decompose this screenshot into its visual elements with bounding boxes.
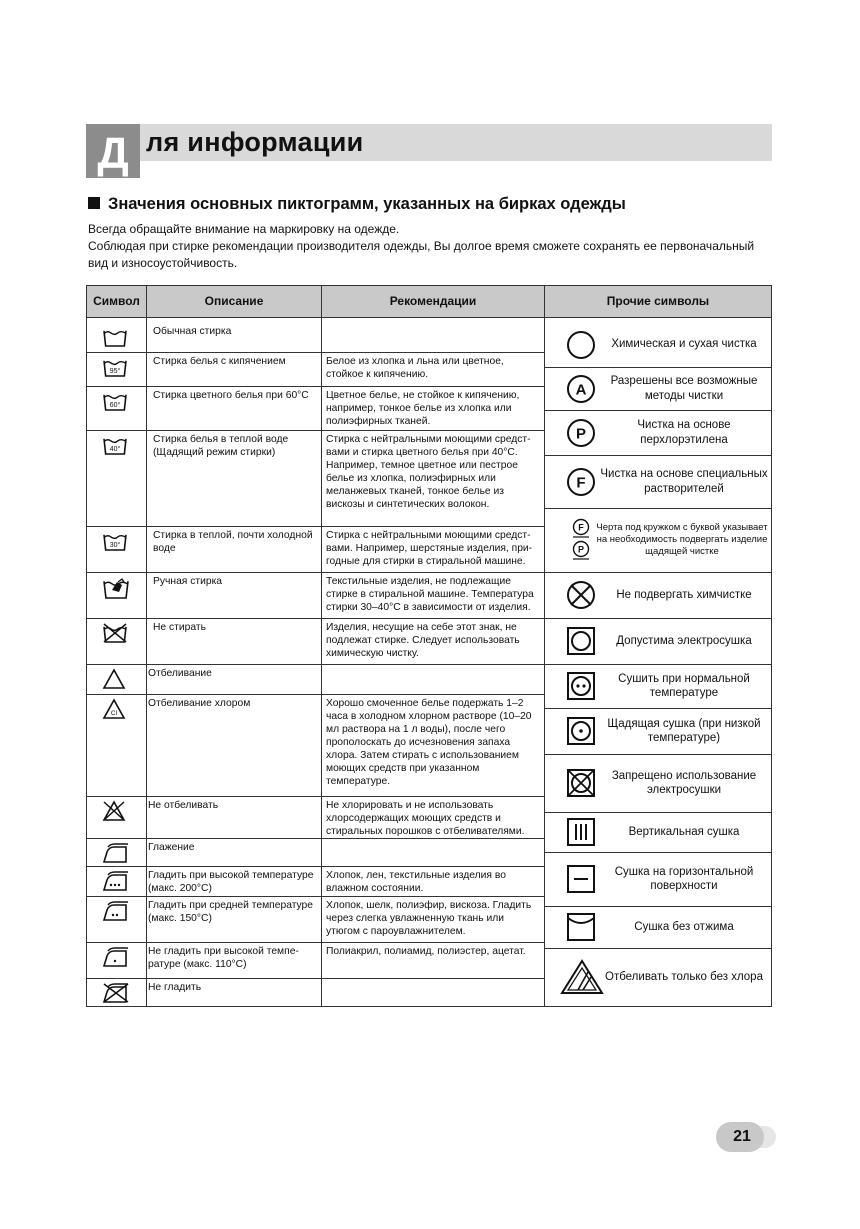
grid-line bbox=[545, 708, 771, 709]
other-symbol-icon bbox=[571, 518, 591, 567]
grid-line bbox=[87, 838, 544, 839]
row-description: Гладить при высокой температуре (макс. 200°С) bbox=[148, 870, 314, 894]
grid-line bbox=[146, 286, 147, 1007]
wash-30-icon bbox=[102, 530, 128, 552]
svg-text:95°: 95° bbox=[109, 368, 121, 375]
square-bullet-icon bbox=[88, 197, 100, 209]
dry-clean-f-icon bbox=[566, 467, 596, 497]
grid-line bbox=[87, 942, 544, 943]
other-symbol-text: Химическая и сухая чистка bbox=[611, 338, 757, 350]
grid-line bbox=[545, 367, 771, 368]
row-description: Стирка белья с кипячением bbox=[153, 356, 286, 367]
wash-40-icon bbox=[102, 434, 128, 456]
grid-line bbox=[87, 618, 544, 619]
do-not-tumble-dry-icon bbox=[566, 768, 596, 798]
grid-line bbox=[545, 812, 771, 813]
other-symbol-icon bbox=[566, 330, 596, 365]
grid-line bbox=[87, 386, 544, 387]
other-symbol-icon bbox=[566, 817, 596, 852]
row-recommendation bbox=[326, 325, 540, 352]
row-description: Обычная стирка bbox=[153, 326, 232, 337]
tumble-dry-low-icon bbox=[566, 716, 596, 746]
row-recommendation: Цветное белье, не стойкое к кипячению, например, тонкое белье из хлопка или полиэфирных тканей. bbox=[326, 390, 520, 427]
other-symbol-icon bbox=[566, 626, 596, 661]
row-description: Отбеливание bbox=[148, 668, 212, 679]
row-symbol bbox=[102, 668, 126, 695]
bleach-icon bbox=[102, 668, 126, 690]
row-symbol bbox=[102, 530, 128, 557]
iron-high-icon bbox=[102, 870, 130, 892]
row-recommendation: Не хлорировать и не использовать хлорсодержащих моющих средств и стиральных порошков с отбеливателями. bbox=[326, 800, 525, 837]
row-symbol bbox=[102, 434, 128, 461]
other-symbol-icon bbox=[566, 467, 596, 502]
other-symbol-icon bbox=[560, 959, 604, 1000]
grid-line bbox=[545, 906, 771, 907]
other-symbol-text: Отбеливать только без хлора bbox=[605, 970, 763, 983]
row-symbol bbox=[102, 946, 130, 973]
other-symbol-icon bbox=[566, 768, 596, 803]
other-symbol-text: Черта под кружком с буквой указывает на необходимость подвергать изделие щадящей чистке bbox=[596, 522, 768, 557]
header-initial-letter: Д bbox=[86, 124, 140, 178]
row-symbol bbox=[102, 326, 128, 353]
row-recommendation: Хорошо смоченное белье подержать 1–2 часа в холодном хлорном растворе (10–20 мл раствора на 1 л воды), после чего прополоскать до исчезновения запаха хлора. Затем стирать с использованием моющих средств при указанном температуре. bbox=[326, 698, 532, 787]
row-description: Ручная стирка bbox=[153, 576, 223, 587]
grid-line bbox=[87, 526, 544, 527]
dry-clean-any-icon bbox=[566, 374, 596, 404]
page-number: 21 bbox=[733, 1128, 751, 1145]
row-recommendation: Хлопок, шелк, полиэфир, вискоза. Гладить через слегка увлажненную ткань или утюгом с пароувлажнителем. bbox=[326, 900, 532, 937]
wash-60-icon bbox=[102, 390, 128, 412]
row-symbol bbox=[102, 870, 130, 897]
row-recommendation: Текстильные изделия, не подлежащие стирке в стиральной машине. Температура стирки 30–40°С в зависимости от изделия. bbox=[326, 576, 534, 613]
col-header-symbol: Символ bbox=[87, 286, 146, 317]
other-symbol-icon bbox=[566, 912, 596, 947]
row-description: Не стирать bbox=[153, 622, 206, 633]
grid-line bbox=[545, 455, 771, 456]
tumble-dry-normal-icon bbox=[566, 671, 596, 701]
dry-clean-p-icon bbox=[566, 418, 596, 448]
grid-line bbox=[87, 694, 544, 695]
row-recommendation: Изделия, несущие на себе этот знак, не подлежат стирке. Следует использовать химическую чистку. bbox=[326, 622, 520, 659]
other-symbol-text: Разрешены все возможные методы чистки bbox=[610, 375, 758, 402]
row-symbol bbox=[102, 842, 130, 869]
other-symbol-text: Не подвергать химчистке bbox=[616, 588, 752, 601]
row-symbol bbox=[102, 698, 126, 725]
dry-flat-icon bbox=[566, 864, 596, 894]
row-recommendation bbox=[326, 667, 540, 694]
svg-text:F: F bbox=[576, 474, 586, 491]
svg-text:40°: 40° bbox=[109, 446, 121, 453]
intro-text: Всегда обращайте внимание на маркировку на одежде. Соблюдая при стирке рекомендации производителя одежды, Вы долгое время сможете сохранять ее первоначальный вид и износоустойчивость. bbox=[88, 222, 755, 270]
grid-line bbox=[321, 286, 322, 1007]
other-symbol-text: Сушка на горизонтальной поверхности bbox=[614, 865, 754, 892]
grid-line bbox=[545, 410, 771, 411]
row-symbol bbox=[102, 576, 130, 605]
row-recommendation: Стирка с нейтральными моющими средст-вами и стирка цветного белья при 40°С. Например, темное цветное или пестрое белье из хлопка, полиэфирных или меланжевых тканей, тонкое белье из вискозы и синтетических волокон. bbox=[326, 434, 531, 510]
gentle-dry-clean-icon bbox=[571, 518, 591, 562]
svg-text:A: A bbox=[575, 381, 587, 398]
row-description: Гладить при средней температуре (макс. 150°С) bbox=[148, 900, 314, 924]
iron-low-icon bbox=[102, 946, 130, 968]
svg-text:60°: 60° bbox=[109, 402, 121, 409]
row-description: Отбеливание хлором bbox=[148, 698, 251, 709]
grid-line bbox=[87, 896, 544, 897]
grid-line bbox=[545, 618, 771, 619]
non-chlorine-bleach-icon bbox=[560, 959, 604, 995]
grid-line bbox=[87, 664, 544, 665]
other-symbol-text: Чистка на основе специальных растворителей bbox=[600, 468, 768, 495]
other-symbol-icon bbox=[566, 864, 596, 899]
other-symbol-text: Сушка без отжима bbox=[634, 920, 734, 933]
tumble-dry-icon bbox=[566, 626, 596, 656]
row-recommendation: Хлопок, лен, текстильные изделия во влажном состоянии. bbox=[326, 870, 506, 894]
grid-line bbox=[545, 754, 771, 755]
other-symbol-text: Допустима электросушка bbox=[616, 634, 752, 647]
wash-95-icon bbox=[102, 356, 128, 378]
col-header-description: Описание bbox=[147, 286, 321, 317]
iron-icon bbox=[102, 842, 130, 864]
grid-line bbox=[545, 508, 771, 509]
svg-text:F: F bbox=[578, 522, 584, 533]
row-description: Не гладить при высокой темпе-ратуре (макс. 110°С) bbox=[148, 946, 299, 970]
grid-line bbox=[87, 352, 544, 353]
do-not-iron-icon bbox=[102, 982, 130, 1004]
row-symbol bbox=[102, 900, 130, 927]
row-description: Стирка в теплой, почти холодной воде bbox=[153, 530, 313, 554]
svg-text:30°: 30° bbox=[109, 542, 121, 549]
do-not-dry-clean-icon bbox=[566, 580, 596, 610]
other-symbol-icon bbox=[566, 374, 596, 409]
grid-line bbox=[87, 317, 771, 318]
other-symbol-text: Вертикальная сушка bbox=[628, 825, 740, 838]
do-not-wash-icon bbox=[102, 622, 128, 644]
row-description: Не отбеливать bbox=[148, 800, 219, 811]
col-header-other: Прочие символы bbox=[545, 286, 771, 317]
chlorine-bleach-icon bbox=[102, 698, 126, 720]
grid-line bbox=[87, 978, 544, 979]
grid-line bbox=[87, 572, 544, 573]
other-symbol-icon bbox=[566, 580, 596, 615]
row-recommendation: Стирка с нейтральными моющими средст-вами. Например, шерстяные изделия, при-годные для стирки в стиральной машине. bbox=[326, 530, 533, 567]
row-recommendation: Белое из хлопка и льна или цветное, стойкое к кипячению. bbox=[326, 356, 504, 380]
page-number-badge bbox=[716, 1122, 772, 1152]
row-recommendation: Полиакрил, полиамид, полиэстер, ацетат. bbox=[326, 946, 526, 957]
other-symbol-text: Щадящая сушка (при низкой температуре) bbox=[607, 717, 761, 744]
row-description: Стирка цветного белья при 60°С bbox=[153, 390, 309, 401]
svg-text:P: P bbox=[577, 544, 585, 555]
row-symbol bbox=[102, 356, 128, 383]
page-title: ля информации bbox=[146, 127, 364, 157]
svg-text:P: P bbox=[575, 425, 587, 442]
col-header-recommendation: Рекомендации bbox=[322, 286, 544, 317]
line-dry-no-wring-icon bbox=[566, 912, 596, 942]
grid-line bbox=[87, 796, 544, 797]
row-symbol bbox=[102, 622, 128, 649]
row-recommendation bbox=[326, 841, 540, 866]
do-not-bleach-icon bbox=[102, 800, 126, 822]
wash-basin-icon bbox=[102, 326, 128, 348]
other-symbol-icon bbox=[566, 671, 596, 706]
other-symbol-text: Чистка на основе перхлорэтилена bbox=[637, 419, 731, 446]
other-symbol-icon bbox=[566, 418, 596, 453]
row-symbol bbox=[102, 800, 126, 827]
iron-medium-icon bbox=[102, 900, 130, 922]
row-description: Не гладить bbox=[148, 982, 202, 993]
row-description: Глажение bbox=[148, 842, 195, 853]
section-title: Значения основных пиктограмм, указанных на бирках одежды bbox=[88, 195, 626, 214]
drip-dry-icon bbox=[566, 817, 596, 847]
grid-line bbox=[545, 852, 771, 853]
hand-wash-icon bbox=[102, 576, 130, 600]
grid-line bbox=[545, 572, 771, 573]
row-description: Стирка белья в теплой воде (Щадящий режим стирки) bbox=[153, 434, 289, 458]
row-recommendation bbox=[326, 981, 540, 1006]
grid-line bbox=[87, 430, 544, 431]
grid-line bbox=[544, 286, 545, 1007]
row-symbol bbox=[102, 982, 130, 1009]
dry-clean-icon bbox=[566, 330, 596, 360]
svg-text:Cl: Cl bbox=[110, 710, 118, 717]
other-symbol-text: Сушить при нормальной температуре bbox=[618, 672, 750, 699]
grid-line bbox=[545, 948, 771, 949]
grid-line bbox=[545, 664, 771, 665]
other-symbol-text: Запрещено использование электросушки bbox=[611, 769, 757, 796]
other-symbol-icon bbox=[566, 716, 596, 751]
row-symbol bbox=[102, 390, 128, 417]
grid-line bbox=[87, 866, 544, 867]
